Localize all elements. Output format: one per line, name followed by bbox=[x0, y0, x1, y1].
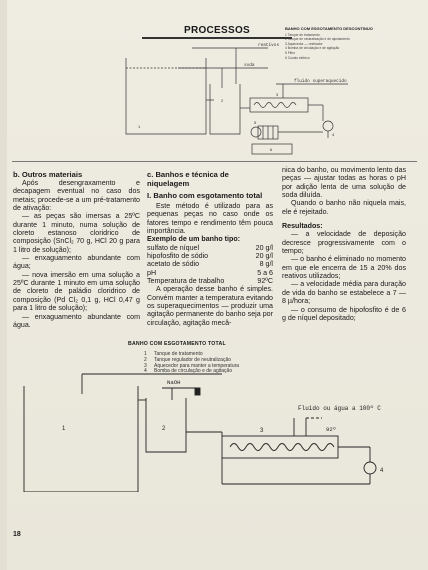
results-item: — o banho é eliminado no momento em que ele encerra de 15 a 20% dos reativos utilizados; bbox=[282, 255, 406, 281]
top-label-tank-1: 1 bbox=[138, 124, 141, 129]
top-legend-item: 6 Cuvalo eletrico bbox=[285, 55, 310, 60]
legend-item: 2 Tanque regulador de neutralização bbox=[144, 356, 231, 363]
top-label-tank-2: 2 bbox=[221, 98, 224, 103]
col1-paragraph: — enxaguamento abundante com água; bbox=[13, 254, 140, 271]
legend-item: 1 Tanque de tratamento bbox=[144, 351, 203, 357]
heater-3-shape bbox=[250, 98, 308, 112]
col2-example-title: Exemplo de um banho tipo: bbox=[147, 235, 241, 244]
label-naoh: NaOH bbox=[167, 379, 181, 386]
bottom-diagram-title: BANHO COM ESGOTAMENTO TOTAL bbox=[128, 341, 226, 347]
top-legend-item: 3 Aquecedor — resfriador bbox=[285, 41, 323, 46]
top-label-box-6: 6 bbox=[270, 147, 273, 152]
col2-heading: c. Banhos e técnica de niquelagem bbox=[147, 170, 229, 188]
tank-1-shape bbox=[126, 58, 206, 134]
top-label-fluido: fluido superaquecido bbox=[294, 79, 347, 84]
recipe-name: pH bbox=[147, 268, 157, 277]
heater-3-shape bbox=[222, 436, 338, 458]
top-label-pump-4: 4 bbox=[332, 132, 335, 137]
col1-paragraph: Após desengraxamento e decapagem eventual no caso dos metais; procede-se a um pré-tratamento de ativação: bbox=[13, 179, 140, 213]
recipe-value: 20 g/l bbox=[255, 252, 273, 261]
results-heading: Resultados: bbox=[282, 222, 323, 231]
top-label-filter-5: 5 bbox=[254, 120, 257, 125]
col1-paragraph: — nova imersão em uma solução a 25ºC durante 1 minuto em uma solução de cloreto de paládio cloridrico de composição (Pd Cl₂ 0,1 g, HCl 0,47 g para 1 litro de solução); bbox=[13, 270, 140, 313]
label-heater-3: 3 bbox=[260, 428, 264, 434]
results-item: — a velocidade de deposição decresce progressivamente com o tempo; bbox=[282, 230, 406, 256]
recipe-row bbox=[147, 244, 273, 252]
results-item: — a velocidade média para duração de vida do banho se estabelece a 7 — 8 µ/hora; bbox=[282, 280, 406, 306]
top-label-soda: soda bbox=[244, 63, 255, 68]
col1-paragraph: — enxaguamento abundante com água. bbox=[13, 312, 140, 329]
section-divider-top bbox=[12, 161, 417, 162]
tank-1-shape bbox=[24, 386, 138, 492]
recipe-row bbox=[147, 277, 273, 285]
top-label-reativos: reativos bbox=[258, 43, 280, 48]
recipe-value: 92ºC bbox=[257, 277, 273, 286]
bottom-process-diagram bbox=[22, 372, 420, 492]
col3-paragraph: Quando o banho não niquela mais, ele é rejeitado. bbox=[282, 199, 406, 216]
legend-item: 4 Bomba de circulação e de agitação bbox=[144, 368, 233, 375]
recipe-row bbox=[147, 252, 273, 260]
tank-2-shape bbox=[146, 398, 186, 452]
label-temperature: 92º bbox=[326, 426, 337, 433]
column-2 bbox=[147, 170, 273, 327]
legend-item: 3 Aquecedor para manter a temperatura bbox=[144, 362, 240, 369]
recipe-row bbox=[147, 260, 273, 268]
label-fluido: Fluido ou água a 100º C bbox=[298, 405, 381, 412]
recipe-name: sulfato de níquel bbox=[147, 243, 200, 252]
col1-heading: b. Outros materiais bbox=[13, 170, 83, 179]
top-legend-item: 4 Bomba de circulação e de agitação bbox=[285, 46, 340, 51]
recipe-name: acetato de sódio bbox=[147, 260, 200, 269]
recipe-value: 5 a 6 bbox=[257, 268, 273, 277]
top-legend-item: 1 Tanque de tratamento bbox=[285, 32, 320, 37]
column-1 bbox=[13, 170, 140, 329]
header-title: PROCESSOS bbox=[183, 25, 251, 36]
results-item: — o consumo de hipofosfito é de 6 g de níquel depositado; bbox=[282, 305, 406, 322]
col1-paragraph: — as peças são imersas a 25ºC durante 1 minuto, numa solução de cloreto estanoso cloridrico de composição (SnCl₂ 70 g, HCl 20 g para 1 litro de solução); bbox=[13, 212, 140, 254]
top-process-diagram bbox=[118, 38, 354, 156]
page-number: 18 bbox=[13, 531, 21, 538]
top-label-heater-3: 3 bbox=[276, 92, 279, 97]
pump-4-shape bbox=[323, 121, 333, 131]
top-legend-item: 2 Tanque de neutralização e de ajustamento bbox=[285, 37, 350, 42]
pump-4-shape bbox=[364, 462, 376, 474]
col2-outro: A operação desse banho é simples. Convém manter a temperatura evitando os superaquecimentos — produzir uma agitação permanente do banho seja por circulação, agitação mecâ- bbox=[147, 285, 273, 327]
top-legend-item: 5 Filtro bbox=[285, 50, 296, 55]
recipe-value: 20 g/l bbox=[255, 243, 273, 252]
col2-intro: Este método é utilizado para as pequenas peças no caso onde os fatores tempo e rendimento têm pouca importância. bbox=[147, 202, 273, 236]
label-tank-1: 1 bbox=[62, 426, 66, 432]
col2-subheading: I. Banho com esgotamento total bbox=[147, 191, 263, 200]
recipe-row bbox=[147, 269, 273, 277]
recipe-name: Temperatura de trabalho bbox=[147, 277, 225, 286]
label-pump-4: 4 bbox=[380, 468, 384, 474]
column-3 bbox=[282, 166, 406, 322]
recipe-name: hipofosfito de sódio bbox=[147, 252, 209, 261]
label-tank-2: 2 bbox=[162, 426, 166, 432]
tank-2-shape bbox=[210, 84, 240, 134]
recipe-value: 8 g/l bbox=[259, 260, 273, 269]
top-legend-title: BANHO COM ESGOTAMENTO DESCONTÍNUO bbox=[285, 27, 373, 31]
col3-paragraph: nica do banho, ou movimento lento das peças — ajustar todas as horas o pH por adição lenta de uma solução de soda diluída. bbox=[282, 166, 406, 200]
